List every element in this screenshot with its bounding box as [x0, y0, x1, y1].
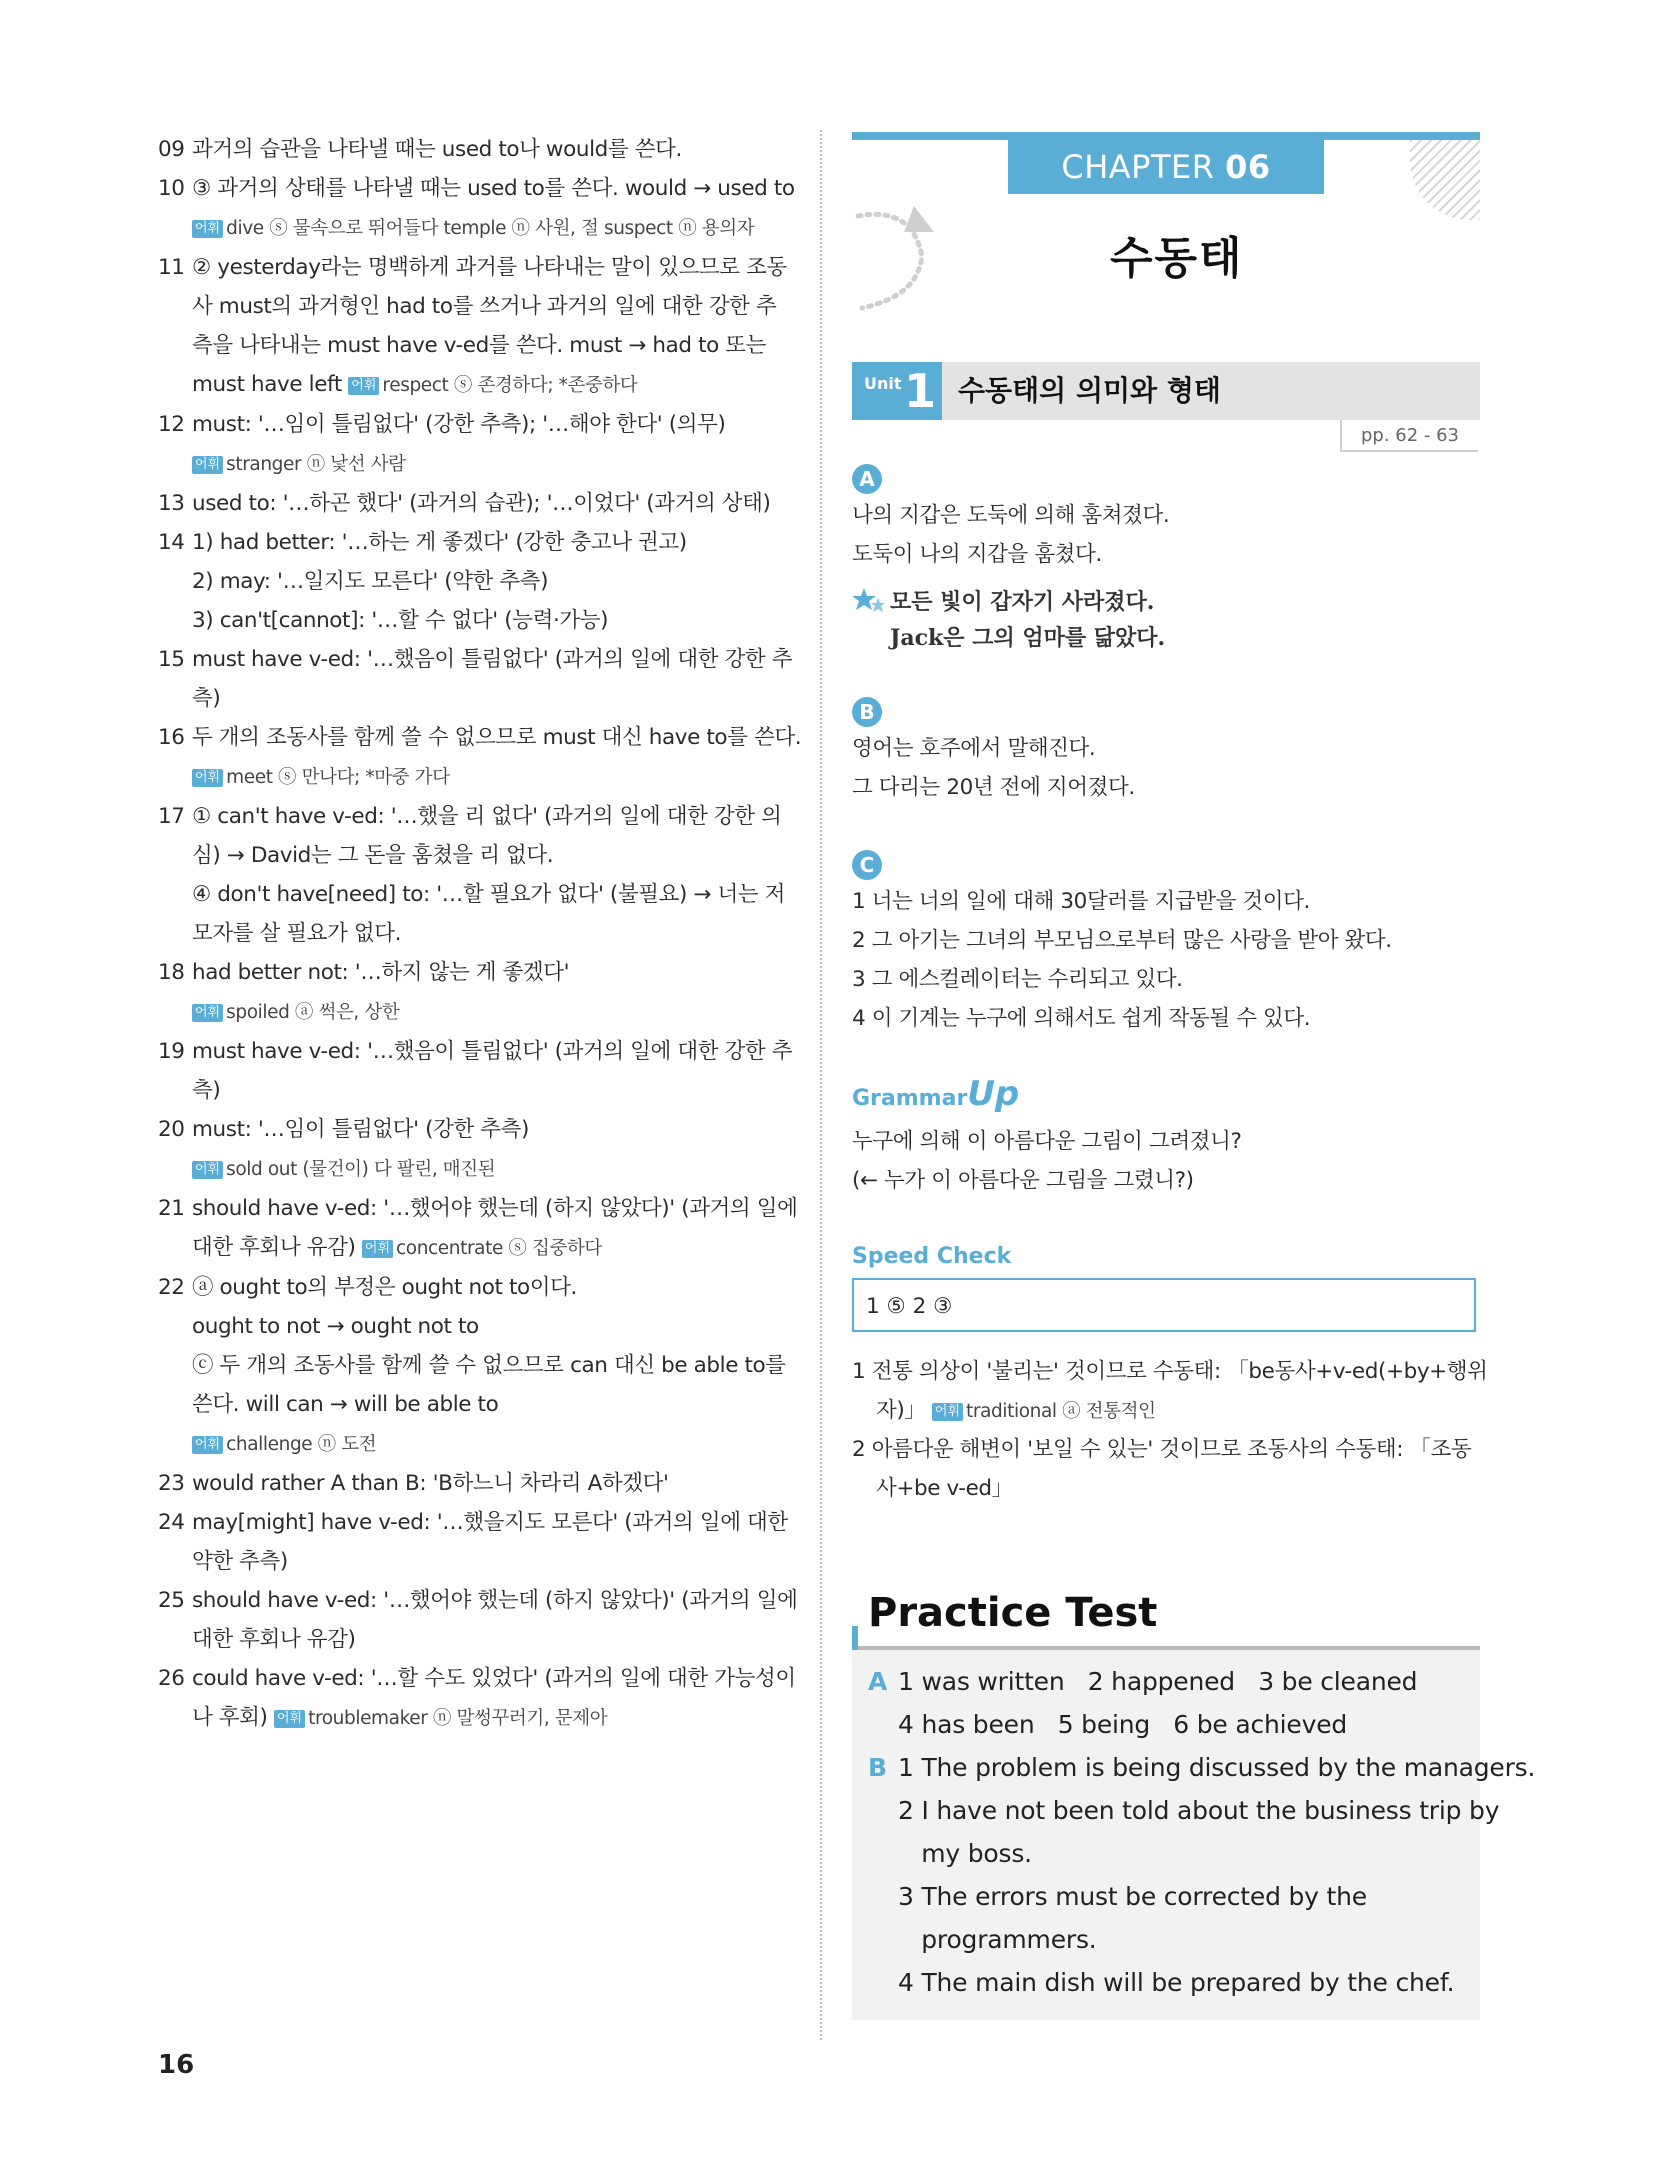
grammar-word: Grammar: [852, 1086, 968, 1111]
section-b-line: 영어는 호주에서 말해진다.: [852, 736, 1096, 761]
answer-line: [158, 484, 798, 523]
column-divider: [820, 130, 822, 2040]
practice-test-label: A: [868, 1667, 888, 1696]
decorative-hatch: [1410, 140, 1480, 220]
handwritten-line: 모든 빛이 갑자기 사라졌다.: [890, 589, 1155, 615]
answer-text: must have v-ed: '…했음이 틀림없다' (과거의 일에 대한 강한 추: [192, 647, 793, 672]
answer-text: ⓐ ought to의 부정은 ought not to이다.: [192, 1275, 577, 1300]
answer-line: [158, 1346, 798, 1385]
vocab-text: respect ⓢ 존경하다; *존중하다: [382, 375, 638, 396]
answer-line: [158, 914, 798, 953]
chapter-banner: [1008, 140, 1324, 194]
handwritten-line: Jack은 그의 엄마를 닮았다.: [890, 625, 1166, 651]
answer-number: 11: [158, 255, 185, 280]
practice-test-line: [868, 1789, 1535, 1832]
answer-line: [158, 797, 798, 836]
answer-number: 17: [158, 804, 185, 829]
vocab-badge: 어휘: [192, 1161, 223, 1179]
vocab-badge: 어휘: [192, 1004, 223, 1022]
section-c-line: 4 이 기계는 누구에 의해서도 쉽게 작동될 수 있다.: [852, 1006, 1311, 1031]
answer-number: 24: [158, 1510, 185, 1535]
practice-test-text: 4 The main dish will be prepared by the chef.: [898, 1968, 1455, 1997]
answer-line: [158, 601, 798, 640]
section-c-line: 2 그 아기는 그녀의 부모님으로부터 많은 사랑을 받아 왔다.: [852, 928, 1392, 953]
vocab-text: sold out (물건이) 다 팔린, 매진된: [226, 1159, 496, 1180]
answer-line: [158, 640, 798, 679]
answer-text: 과거의 습관을 나타낼 때는 used to나 would를 쓴다.: [192, 137, 682, 162]
speed-check-line: 1 전통 의상이 '불리는' 것이므로 수동태: 「be동사+v-ed(+by+행위: [852, 1359, 1488, 1384]
dotted-arrow-icon: [852, 196, 962, 316]
practice-test-line: [868, 1703, 1535, 1746]
answer-text: ③ 과거의 상태를 나타낼 때는 used to를 쓴다. would → used to: [192, 176, 795, 201]
answer-number: 14: [158, 530, 185, 555]
answer-text: 1) had better: '…하는 게 좋겠다' (강한 충고나 권고): [192, 530, 687, 555]
answer-line: [158, 1542, 798, 1581]
answer-line: [158, 248, 798, 287]
answer-number: 18: [158, 960, 185, 985]
answer-number: 22: [158, 1275, 185, 1300]
practice-test-line: [868, 1660, 1535, 1703]
practice-test-line: [868, 1832, 1535, 1875]
answer-line: [158, 757, 798, 797]
answer-line: [158, 1464, 798, 1503]
answer-line: [158, 1307, 798, 1346]
speed-check-answers: 1 ⑤ 2 ③: [852, 1278, 1476, 1332]
answer-number: 09: [158, 137, 185, 162]
unit-number: 1: [904, 364, 937, 418]
chapter-number: 06: [1225, 148, 1271, 186]
vocab-text: challenge ⓝ 도전: [226, 1434, 377, 1455]
section-a-line: 도둑이 나의 지갑을 훔쳤다.: [852, 542, 1102, 567]
answer-number: 12: [158, 412, 185, 437]
answer-number: 21: [158, 1196, 185, 1221]
answer-number: 10: [158, 176, 185, 201]
answer-text: ⓒ 두 개의 조동사를 함께 쓸 수 없으므로 can 대신 be able to를: [192, 1353, 786, 1378]
answer-line: [158, 1228, 798, 1268]
grammar-up-title: [852, 1074, 1019, 1114]
answer-line: [158, 1698, 798, 1738]
vocab-text: concentrate ⓢ 집중하다: [396, 1238, 602, 1259]
practice-test-text: 1 The problem is being discussed by the managers.: [898, 1753, 1536, 1782]
answer-line: [158, 718, 802, 757]
answer-number: 15: [158, 647, 185, 672]
answer-number: 13: [158, 491, 185, 516]
speed-check-line-cont: [876, 1391, 1156, 1431]
practice-test-answers: [868, 1660, 1535, 2004]
answer-line: [158, 953, 798, 992]
vocab-badge: 어휘: [192, 220, 223, 238]
answer-text: 측): [192, 686, 221, 711]
page-range: pp. 62 - 63: [1340, 420, 1478, 452]
answer-line: [158, 1110, 798, 1149]
practice-test-label: B: [868, 1753, 887, 1782]
answer-line: [158, 1268, 798, 1307]
practice-test-title: Practice Test: [868, 1590, 1158, 1636]
chapter-title: 수동태: [1110, 233, 1244, 284]
vocab-text: traditional ⓐ 전통적인: [966, 1401, 1156, 1422]
answer-line: [158, 1149, 798, 1189]
speed-check-line: 사+be v-ed」: [876, 1476, 1013, 1501]
answer-number: 16: [158, 725, 185, 750]
chapter-label: CHAPTER: [1061, 148, 1215, 186]
speed-check-line: 2 아름다운 해변이 '보일 수 있는' 것이므로 조동사의 수동태: 「조동: [852, 1437, 1472, 1462]
vocab-badge: 어휘: [362, 1240, 393, 1258]
practice-test-line: [868, 1875, 1535, 1918]
answer-text: 약한 추측): [192, 1549, 288, 1574]
answer-list: [158, 130, 802, 1738]
answer-text: ① can't have v-ed: '…했을 리 없다' (과거의 일에 대한 강한 의: [192, 804, 782, 829]
answer-text: 3) can't[cannot]: '…할 수 없다' (능력·가능): [192, 608, 609, 633]
chapter-top-bar: [852, 132, 1480, 140]
answer-text: 심) → David는 그 돈을 훔쳤을 리 없다.: [192, 843, 554, 868]
answer-number: 26: [158, 1666, 185, 1691]
section-a-badge: A: [852, 464, 882, 494]
vocab-text: dive ⓢ 물속으로 뛰어들다 temple ⓝ 사원, 절 suspect ⓝ 용의자: [226, 218, 755, 239]
answer-number: 23: [158, 1471, 185, 1496]
practice-test-text: 2 I have not been told about the business trip by: [898, 1796, 1500, 1825]
vocab-text: meet ⓢ 만나다; *마중 가다: [226, 767, 450, 788]
section-b-badge: B: [852, 697, 882, 727]
answer-line: [158, 405, 798, 444]
answer-line: [158, 523, 798, 562]
answer-text: ④ don't have[need] to: '…할 필요가 없다' (불필요) → 너는 저: [192, 882, 786, 907]
answer-line: [158, 287, 798, 326]
answer-text: must have left: [192, 372, 342, 397]
vocab-text: stranger ⓝ 낯선 사람: [226, 454, 406, 475]
answer-text: 쓴다. will can → will be able to: [192, 1392, 499, 1417]
answer-line: [158, 1620, 798, 1659]
answer-line: [158, 1189, 798, 1228]
answer-line: [158, 169, 798, 208]
answer-line: [158, 1071, 798, 1110]
practice-test-text: 4 has been 5 being 6 be achieved: [898, 1710, 1348, 1739]
answer-text: should have v-ed: '…했어야 했는데 (하지 않았다)' (과거의 일에: [192, 1196, 798, 1221]
vocab-badge: 어휘: [274, 1710, 305, 1728]
answer-text: should have v-ed: '…했어야 했는데 (하지 않았다)' (과거의 일에: [192, 1588, 798, 1613]
answer-text: 측): [192, 1078, 221, 1103]
answer-text: would rather A than B: 'B하느니 차라리 A하겠다': [192, 1471, 669, 1496]
up-word: Up: [967, 1074, 1020, 1114]
answer-text: must: '…임이 틀림없다' (강한 추측): [192, 1117, 529, 1142]
section-c-line: 3 그 에스컬레이터는 수리되고 있다.: [852, 967, 1183, 992]
vocab-badge: 어휘: [932, 1403, 963, 1421]
grammar-up-line: (← 누가 이 아름다운 그림을 그렸니?): [852, 1168, 1194, 1193]
answer-line: [158, 679, 798, 718]
answer-text: 대한 후회나 유감): [192, 1235, 356, 1260]
answer-line: [158, 326, 798, 365]
practice-test-text: programmers.: [898, 1925, 1097, 1954]
answer-line: [158, 1424, 798, 1464]
answer-number: 20: [158, 1117, 185, 1142]
answer-line: [158, 992, 798, 1032]
answer-line: [158, 875, 798, 914]
vocab-badge: 어휘: [192, 1436, 223, 1454]
answer-line: [158, 1503, 798, 1542]
answer-text: ought to not → ought not to: [192, 1314, 479, 1339]
speed-check-title: Speed Check: [852, 1244, 1012, 1269]
answer-text: 나 후회): [192, 1705, 268, 1730]
vocab-badge: 어휘: [348, 377, 379, 395]
unit-title: 수동태의 의미와 형태: [958, 374, 1221, 407]
answer-line: [158, 1032, 798, 1071]
answer-line: [158, 1581, 798, 1620]
answer-text: could have v-ed: '…할 수도 있었다' (과거의 일에 대한 가능성이: [192, 1666, 796, 1691]
answer-line: [158, 130, 798, 169]
page-number: 16: [158, 2050, 195, 2080]
practice-test-text: 3 The errors must be corrected by the: [898, 1882, 1367, 1911]
practice-test-line: [868, 1918, 1535, 1961]
answer-line: [158, 836, 798, 875]
speed-check-line: 자)」: [876, 1398, 926, 1423]
answer-line: [158, 444, 798, 484]
answer-text: 사 must의 과거형인 had to를 쓰거나 과거의 일에 대한 강한 추: [192, 294, 777, 319]
practice-test-line: [868, 1961, 1535, 2004]
answer-number: 25: [158, 1588, 185, 1613]
answer-line: [158, 562, 798, 601]
vocab-text: spoiled ⓐ 썩은, 상한: [226, 1002, 400, 1023]
vocab-text: troublemaker ⓝ 말썽꾸러기, 문제아: [308, 1708, 608, 1729]
unit-word: Unit: [864, 374, 902, 393]
vocab-badge: 어휘: [192, 456, 223, 474]
answer-line: [158, 1385, 798, 1424]
answer-line: [158, 1659, 798, 1698]
answer-text: 2) may: '…일지도 모른다' (약한 추측): [192, 569, 549, 594]
practice-test-line: [868, 1746, 1535, 1789]
answer-text: must: '…임이 틀림없다' (강한 추측); '…해야 한다' (의무): [192, 412, 726, 437]
vocab-badge: 어휘: [192, 769, 223, 787]
answer-text: 측을 나타내는 must have v-ed를 쓴다. must → had to 또는: [192, 333, 767, 358]
answer-line: [158, 365, 798, 405]
answer-text: used to: '…하곤 했다' (과거의 습관); '…이었다' (과거의 상태): [192, 491, 771, 516]
answer-number: 19: [158, 1039, 185, 1064]
practice-test-text: 1 was written 2 happened 3 be cleaned: [898, 1667, 1418, 1696]
grammar-up-line: 누구에 의해 이 아름다운 그림이 그려졌니?: [852, 1129, 1242, 1154]
section-a-line: 나의 지갑은 도둑에 의해 훔쳐졌다.: [852, 503, 1170, 528]
section-b-line: 그 다리는 20년 전에 지어졌다.: [852, 775, 1135, 800]
practice-test-text: my boss.: [898, 1839, 1032, 1868]
answer-text: 두 개의 조동사를 함께 쓸 수 없으므로 must 대신 have to를 쓴다.: [192, 725, 802, 750]
star-icon: [852, 586, 886, 616]
section-c-line: 1 너는 너의 일에 대해 30달러를 지급받을 것이다.: [852, 889, 1310, 914]
section-c-badge: C: [852, 850, 882, 880]
answer-text: 대한 후회나 유감): [192, 1627, 356, 1652]
answer-line: [158, 208, 798, 248]
answer-text: ② yesterday라는 명백하게 과거를 나타내는 말이 있으므로 조동: [192, 255, 787, 280]
answer-text: 모자를 살 필요가 없다.: [192, 921, 402, 946]
answer-text: must have v-ed: '…했음이 틀림없다' (과거의 일에 대한 강한 추: [192, 1039, 793, 1064]
answer-text: had better not: '…하지 않는 게 좋겠다': [192, 960, 570, 985]
answer-text: may[might] have v-ed: '…했을지도 모른다' (과거의 일에 대한: [192, 1510, 788, 1535]
practice-test-tick: [852, 1626, 858, 1650]
